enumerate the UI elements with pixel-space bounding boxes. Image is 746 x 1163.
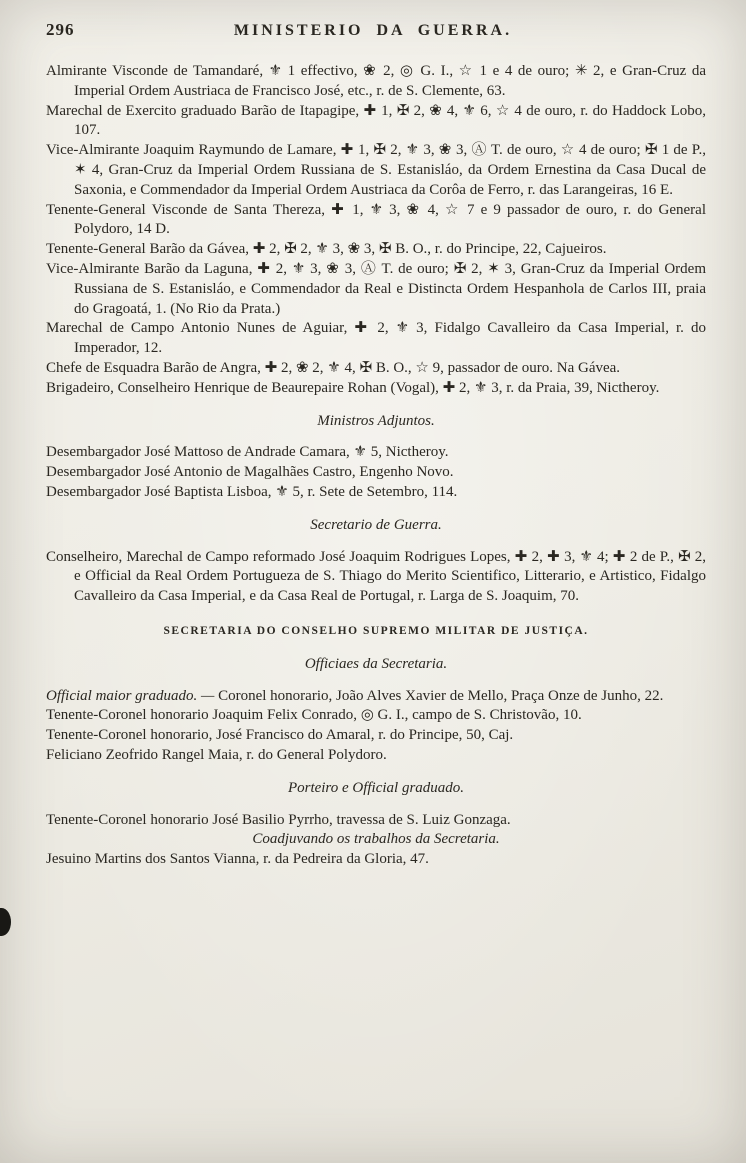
scan-artifact-mark [0,908,11,936]
entry-paragraph: Desembargador José Baptista Lisboa, ⚜ 5, r. Sete de Setembro, 114. [46,483,458,500]
page-number: 296 [46,20,75,39]
page-header [0,0,746,52]
entry-paragraph: Vice-Almirante Barão da Laguna, ✚ 2, ⚜ 3, ❀ 3, Ⓐ T. de ouro; ✠ 2, ✶ 3, Gran-Cruz da Imperial Ordem Russiana de S. Estanisláo, e Commendador da Real e Distincta Ordem Hespanhola de Carlos III, praia do Gragoatá, 1. (No Rio da Prata.) [46,260,706,317]
section-heading-secretaria-conselho: SECRETARIA DO CONSELHO SUPREMO MILITAR DE JUSTIÇA. [163,624,589,637]
section-heading-secretario-de-guerra: Secretario de Guerra. [310,516,442,533]
entry-paragraph: Feliciano Zeofrido Rangel Maia, r. do General Polydoro. [46,746,387,763]
entry-paragraph: Tenente-Coronel honorario José Basilio Pyrrho, travessa de S. Luiz Gonzaga. [46,811,511,828]
entry-paragraph: Marechal de Exercito graduado Barão de Itapagipe, ✚ 1, ✠ 2, ❀ 4, ⚜ 6, ☆ 4 de ouro, r. do Haddock Lobo, 107. [46,102,706,139]
entry-paragraph: Almirante Visconde de Tamandaré, ⚜ 1 effectivo, ❀ 2, ◎ G. I., ☆ 1 e 4 de ouro; ✳ 2, e Gran-Cruz da Imperial Ordem Austriaca de Francisco José, etc., r. de S. Clemente, 63. [46,63,706,99]
entry-paragraph: Jesuino Martins dos Santos Vianna, r. da Pedreira da Gloria, 47. [46,851,429,868]
document-body [0,52,746,870]
entry-paragraph: Chefe de Esquadra Barão de Angra, ✚ 2, ❀ 2, ⚜ 4, ✠ B. O., ☆ 9, passador de ouro. Na Gávea. [46,359,621,376]
entry-paragraph: Tenente-Coronel honorario Joaquim Felix Conrado, ◎ G. I., campo de S. Christovão, 10. [46,707,582,724]
section-heading-porteiro: Porteiro e Official graduado. [287,779,465,796]
page-title: MINISTERIO DA GUERRA. [233,22,513,39]
subheading-coadjuvando: Coadjuvando os trabalhos da Secretaria. [252,831,500,848]
section-heading-ministros-adjuntos: Ministros Adjuntos. [317,412,435,429]
entry-paragraph: Tenente-General Barão da Gávea, ✚ 2, ✠ 2, ⚜ 3, ❀ 3, ✠ B. O., r. do Principe, 22, Cajueiros. [46,241,607,258]
entry-paragraph: Conselheiro, Marechal de Campo reformado José Joaquim Rodrigues Lopes, ✚ 2, ✚ 3, ⚜ 4; ✚ 2 de P., ✠ 2, e Official da Real Ordem Portugueza de S. Thiago do Merito Scientifico, Litterario, e Artistico, Fidalgo Cavalleiro da Casa Imperial, e da Casa Real de Portugal, r. Larga de S. Joaquim, 70. [46,548,706,605]
entry-paragraph: Desembargador José Antonio de Magalhães Castro, Engenho Novo. [46,464,454,481]
entry-text: Coronel honorario, João Alves Xavier de Mello, Praça Onze de Junho, 22. [218,687,664,704]
entry-paragraph: Vice-Almirante Joaquim Raymundo de Lamare, ✚ 1, ✠ 2, ⚜ 3, ❀ 3, Ⓐ T. de ouro, ☆ 4 de ouro; ✠ 1 de P., ✶ 4, Gran-Cruz da Imperial Ordem Russiana de S. Estanisláo, da Ordem Ernestina da Casa Ducal de Saxonia, e Commendador da Imperial Ordem Austriaca da Corôa de Ferro, r. das Larangeiras, 16 E. [46,142,706,198]
entry-paragraph: Brigadeiro, Conselheiro Henrique de Beaurepaire Rohan (Vogal), ✚ 2, ⚜ 3, r. da Praia, 39, Nictheroy. [46,379,660,396]
entry-paragraph [46,687,706,707]
entry-paragraph: Tenente-Coronel honorario, José Francisco do Amaral, r. do Principe, 50, Caj. [46,727,514,744]
entry-lead-italic: Official maior graduado. — [46,687,219,704]
entry-paragraph: Tenente-General Visconde de Santa Thereza, ✚ 1, ⚜ 3, ❀ 4, ☆ 7 e 9 passador de ouro, r. do General Polydoro, 14 D. [46,201,706,238]
entry-paragraph: Marechal de Campo Antonio Nunes de Aguiar, ✚ 2, ⚜ 3, Fidalgo Cavalleiro da Casa Imperial, r. do Imperador, 12. [46,320,706,357]
entry-paragraph: Desembargador José Mattoso de Andrade Camara, ⚜ 5, Nictheroy. [46,444,449,461]
section-heading-officiaes-secretaria: Officiaes da Secretaria. [304,655,448,672]
